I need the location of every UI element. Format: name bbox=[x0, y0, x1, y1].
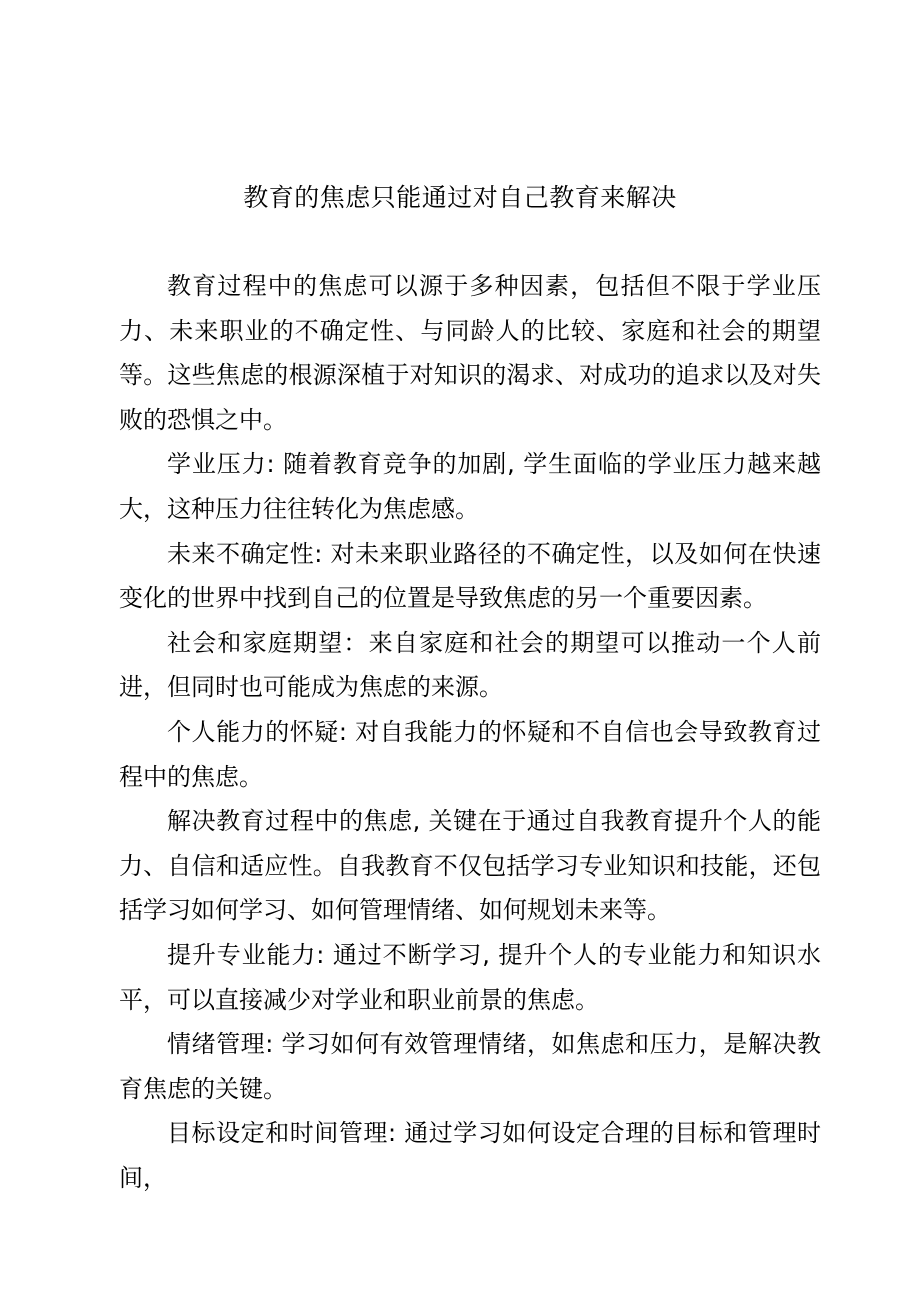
paragraph-self-doubt: 个人能力的怀疑: 对自我能力的怀疑和不自信也会导致教育过程中的焦虑。 bbox=[119, 717, 821, 791]
paragraph-academic-pressure: 学业压力: 随着教育竞争的加剧, 学生面临的学业压力越来越大，这种压力往往转化为焦虑感。 bbox=[119, 450, 821, 523]
paragraph-future-uncertainty: 未来不确定性: 对未来职业路径的不确定性，以及如何在快速变化的世界中找到自己的位置是导致焦虑的另一个重要因素。 bbox=[119, 539, 821, 613]
paragraph-social-family-expectations: 社会和家庭期望：来自家庭和社会的期望可以推动一个人前进，但同时也可能成为焦虑的来源。 bbox=[119, 628, 821, 702]
paragraph-intro: 教育过程中的焦虑可以源于多种因素，包括但不限于学业压力、未来职业的不确定性、与同龄人的比较、家庭和社会的期望等。这些焦虑的根源深植于对知识的渴求、对成功的追求以及对失败的恐惧之中。 bbox=[119, 272, 821, 434]
document-body bbox=[119, 264, 821, 1200]
paragraph-professional-ability: 提升专业能力: 通过不断学习, 提升个人的专业能力和知识水平，可以直接减少对学业和职业前景的焦虑。 bbox=[119, 940, 821, 1014]
paragraph-solution: 解决教育过程中的焦虑, 关键在于通过自我教育提升个人的能力、自信和适应性。自我教育不仅包括学习专业知识和技能，还包括学习如何学习、如何管理情绪、如何规划未来等。 bbox=[119, 807, 821, 925]
paragraph-goal-time-management: 目标设定和时间管理: 通过学习如何设定合理的目标和管理时间， bbox=[119, 1119, 821, 1192]
paragraph-emotion-management: 情绪管理: 学习如何有效管理情绪，如焦虑和压力，是解决教育焦虑的关键。 bbox=[119, 1030, 821, 1103]
document-title: 教育的焦虑只能通过对自己教育来解决 bbox=[243, 183, 677, 212]
